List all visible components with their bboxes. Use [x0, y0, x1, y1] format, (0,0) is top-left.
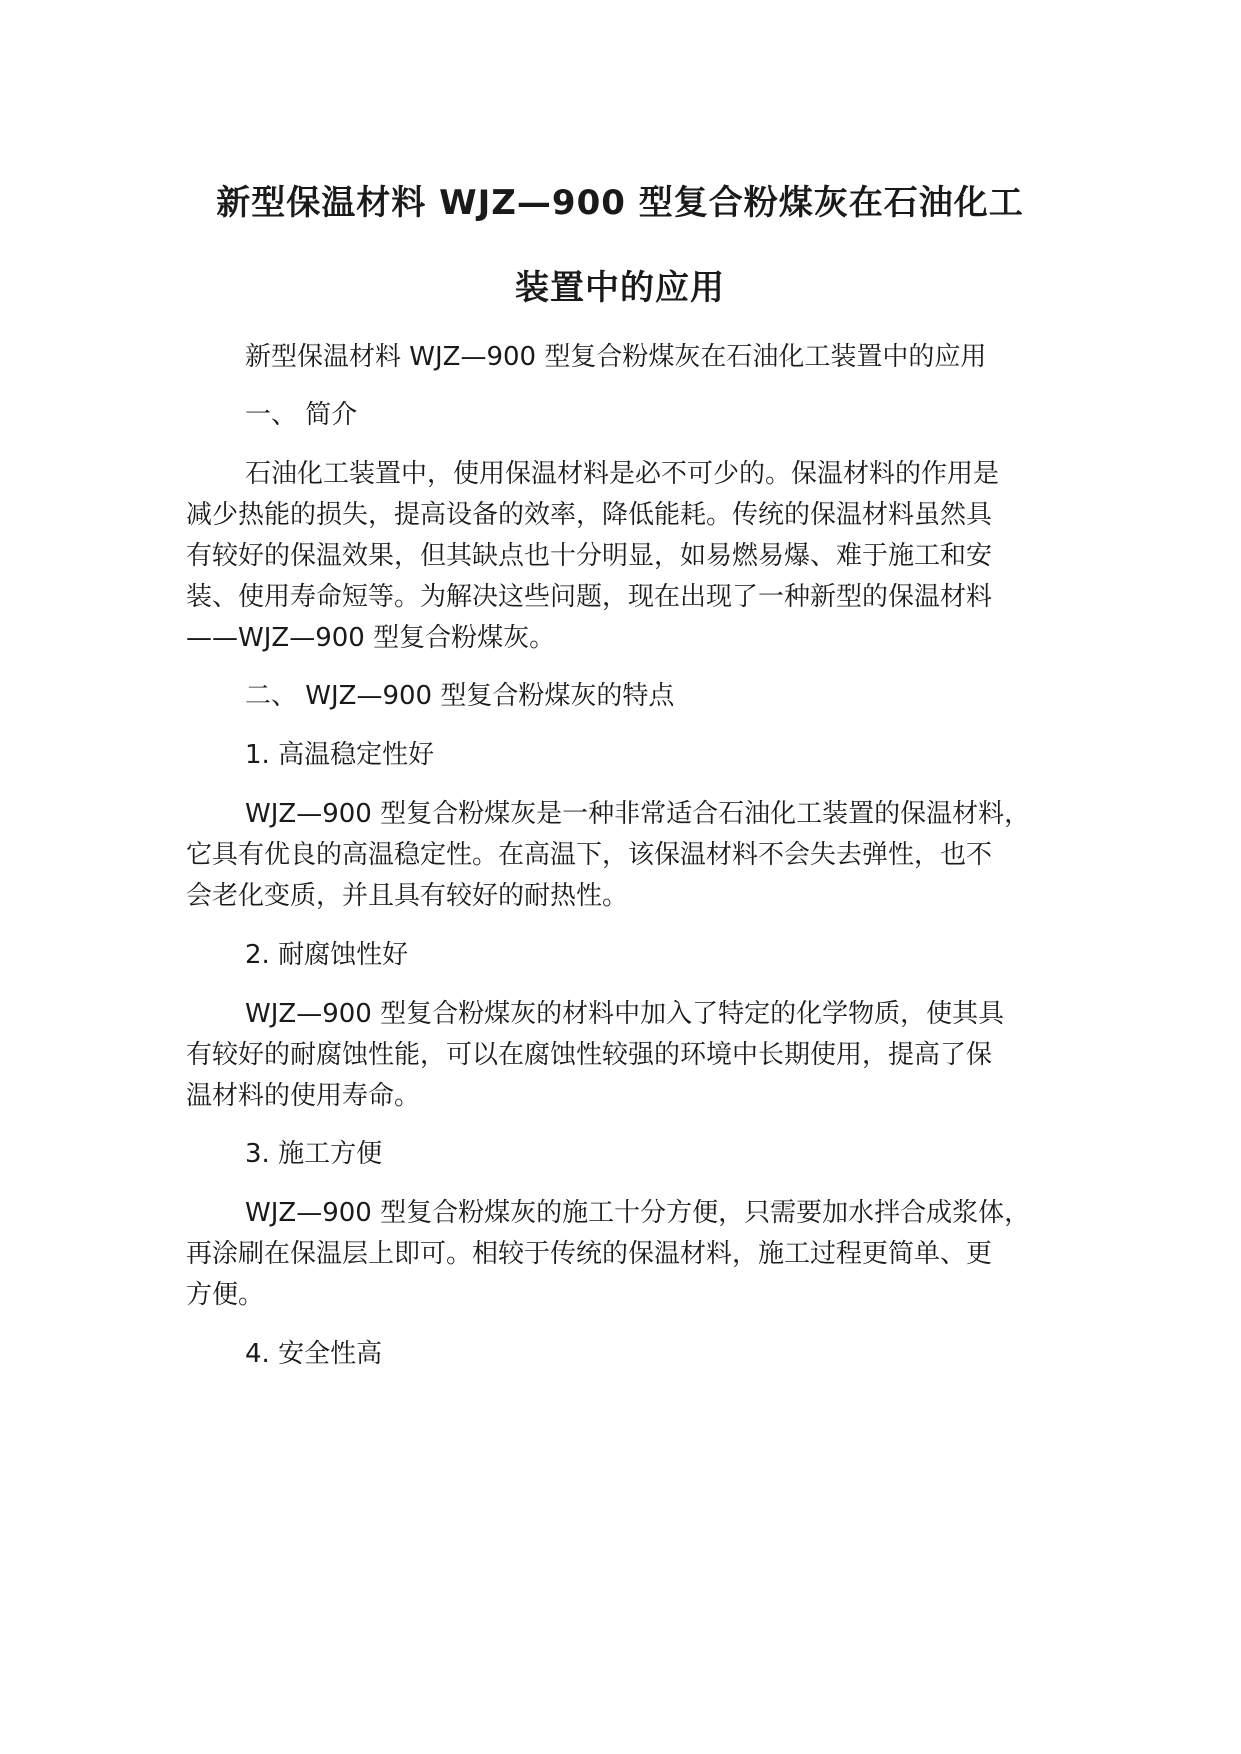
document-title-line-1: 新型保温材料 WJZ—900 型复合粉煤灰在石油化工 — [216, 183, 1024, 223]
item-paragraph-line: 它具有优良的高温稳定性。在高温下，该保温材料不会失去弹性，也不 — [186, 840, 993, 870]
section-1-heading: 一、 简介 — [245, 400, 358, 430]
document-title-line-2: 装置中的应用 — [515, 268, 725, 308]
intro-line: 新型保温材料 WJZ—900 型复合粉煤灰在石油化工装置中的应用 — [245, 342, 987, 372]
item-paragraph-line: 温材料的使用寿命。 — [186, 1081, 421, 1111]
item-paragraph-line: 再涂刷在保温层上即可。相较于传统的保温材料，施工过程更简单、更 — [186, 1239, 993, 1269]
section-1-paragraph-line: ——WJZ—900 型复合粉煤灰。 — [186, 623, 556, 653]
item-paragraph-line: 会老化变质，并且具有较好的耐热性。 — [186, 881, 629, 911]
item-paragraph-line: WJZ—900 型复合粉煤灰的材料中加入了特定的化学物质，使其具 — [245, 999, 1005, 1029]
section-2-heading: 二、 WJZ—900 型复合粉煤灰的特点 — [245, 681, 675, 711]
item-heading: 1. 高温稳定性好 — [245, 740, 435, 770]
item-paragraph-line: 有较好的耐腐蚀性能，可以在腐蚀性较强的环境中长期使用，提高了保 — [186, 1040, 993, 1070]
item-heading: 2. 耐腐蚀性好 — [245, 940, 409, 970]
section-1-paragraph-line: 装、使用寿命短等。为解决这些问题，现在出现了一种新型的保温材料 — [186, 582, 993, 612]
section-1-paragraph-line: 减少热能的损失，提高设备的效率，降低能耗。传统的保温材料虽然具 — [186, 500, 993, 530]
item-heading: 4. 安全性高 — [245, 1339, 383, 1369]
item-paragraph-line: WJZ—900 型复合粉煤灰是一种非常适合石油化工装置的保温材料， — [245, 799, 1031, 829]
item-paragraph-line: WJZ—900 型复合粉煤灰的施工十分方便，只需要加水拌合成浆体， — [245, 1198, 1031, 1228]
section-1-paragraph-line: 有较好的保温效果，但其缺点也十分明显，如易燃易爆、难于施工和安 — [186, 541, 993, 571]
item-paragraph-line: 方便。 — [186, 1280, 265, 1310]
section-1-paragraph-line: 石油化工装置中，使用保温材料是必不可少的。保温材料的作用是 — [245, 459, 1000, 489]
item-heading: 3. 施工方便 — [245, 1139, 383, 1169]
